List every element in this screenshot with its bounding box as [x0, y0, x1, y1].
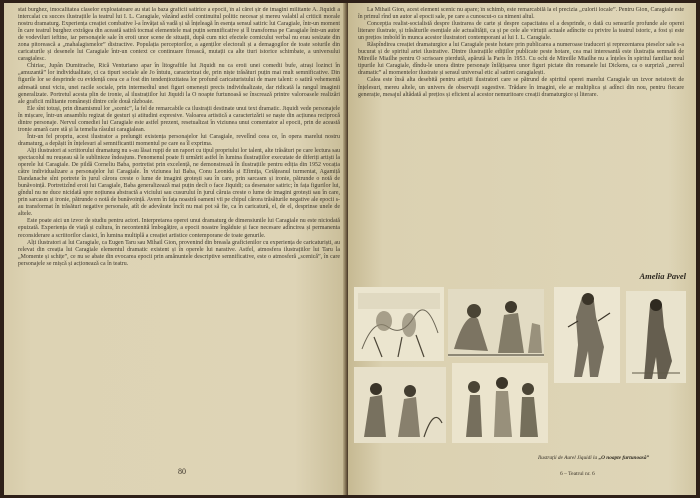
author-signature: Amelia Pavel: [639, 271, 686, 281]
illustration-sketch-3-drawing: [554, 287, 620, 383]
left-paragraph-7: Alți ilustratori ai lui Caragiale, ca Eugen Taru sau Mihail Gion, provenind din breasla graficienilor cu experiența de caricaturiști, au relevat din creația lui Caragiale elementul dramatic existent și în operele lui narative. Astfel, atmosfera ilustrațiilor lui Taru la „Momente și schițe”, ce nu se abate din evocarea epocii prin amănuntele descriptive semnificative, este o atmosferă „scenică”, în care personajele se mișcă și acționează ca în teatru.: [18, 239, 340, 267]
left-paragraph-4: Într-un fel propriu, acest ilustrator a prelungit existența personajelor lui Caragiale, revelînd ceea ce, în opera marelui nostru dramaturg, a depășit în înțelesuri al semnificantii momentul pe care ea îl exprima.: [18, 133, 340, 147]
right-page: [348, 3, 696, 495]
illustration-sketch-5-drawing: [354, 367, 446, 443]
left-page: [4, 3, 346, 495]
page-footer: 6 – Teatrul nr. 6: [560, 471, 595, 477]
illustration-sketch-4: [626, 291, 686, 383]
left-paragraph-5: Alți ilustratori ai scriitorului dramaturg nu s-au lăsat rupți de un raport cu tipul propriului lor talent, alte trăsături pe care lectura sau spectacolul nu reușeau să le sublinieze îndeajuns. Fenomenul poate fi urmărit astfel în lumina ilustrațiilor executate de diferiți artiști la operele lui Caragiale. De pildă Corneliu Baba, portretist prin excelență, ne demonstrează în ilustrațiile pentru ediția din 1952 vocația câtre individualizare a personajelor lui Caragiale. În viziunea lui Baba, Conu Leonida și Efimița, Cetățeanul turmentat, Agamiță Dandanache sînt portrete în jurul cărora creste o lume de imagini grotești sau în care, prin sarcasm și ironie, pătrunde o notă de bunăvoință. Portretizînd eroii lui Caragiale, Baba generalizează mai puțin decît o face Jiquidi; ca desenator satiric; în fața figurilor lui, gîndul nu ne duce nicidată spre noțiunea abstractă a viciului sau cusurului în jurul căruia creste o lume de imagini grotești sau în care, prin sarcasm și ironie, pătrunde o notă de bunăvoință. Avem în fața noastră oameni vii pe chipul cărora trăsăturile negative ale epocii s-au transformat în trăsături negative personale, atît de adevărate încît nu mai pot să fie, ca în caricatură, el, de el, desprinse unele de altele.: [18, 147, 340, 218]
illustration-sketch-5: [354, 367, 446, 443]
right-paragraph-1: La Mihail Gion, acest element scenic nu apare; în schimb, este remarcabilă la el precizia „culorii locale”. Pentru Gion, Caragiale este în primul rînd un autor al epocii sale, pe care a cunoscut-o ca nimeni altul.: [358, 7, 684, 21]
left-paragraph-6: Este poate aici un izvor de studiu pentru actori. Interpretarea operei unui dramaturg de dimensiunile lui Caragiale nu este niciodată epuizată. Experiența de viață și cultura, în necontenită îmbogățire, a epocii noastre îngăduie și face necesare adîncirea și permanenta reconsiderare a scriitorilor clasici, în lumina multiplă a creației artistice contemporane de toate genurile.: [18, 218, 340, 239]
caption-title: „O noapte furtunoasă”: [598, 455, 650, 461]
illustration-sketch-6: [452, 363, 548, 443]
illustrations-area: [352, 285, 690, 443]
left-paragraph-3: Ele sînt totuși, prin dinamismul lor „scenic”, la fel de remarcabile ca ilustrații destinate unui text dramatic. Jiquidi vede personajele în mișcare, într-un ansamblu regizat de gesturi și atitudini expresive. Valoarea artistică a caracterizării se naște din acțiunea reciprocă dintre personaje. Nervul comediei lui Caragiale este astfel prezent, resetualizat în viziunea unui comentator al epocii, prin de această ironie amară care stă și la temelia râsului caragialean.: [18, 105, 340, 133]
caption-prefix: Ilustrații de Aurel Jiquidi la: [538, 455, 598, 461]
right-page-text: [358, 7, 684, 255]
page-number: 80: [178, 467, 186, 476]
illustration-caption: [538, 455, 649, 461]
illustration-sketch-3: [554, 287, 620, 383]
right-paragraph-2: Concepția realist-socialistă despre ilustrarea de carte și despre capacitatea el a desprinde, o dată cu sensurile profunde ale operei literare ilustrate, și trăsăturile esențiale ale actualității, ca și pe cele ale virtuții actuale adîncite cu privire la teatrul istoric, a fost și este un prețios imbold în munca acestor ilustratori contemporani ai lui I. L. Caragiale.: [358, 21, 684, 42]
illustration-sketch-1-drawing: [354, 287, 444, 361]
illustration-sketch-2: [448, 289, 544, 357]
left-page-text: [18, 7, 340, 435]
right-paragraph-3: Răspîndirea creației dramaturgice a lui Caragiale peste hotare prin publicarea a numeroase traduceri și reprezentarea pieselor sale s-a bucurat și de spiritul artei ilustrative. Dintre ilustrațiile edițiilor publicate peste hotare, cea mai interesantă este ilustrația semnată de Mireille Miailhe pentru O scrisoare pierdută, apărută la Paris în 1953. Cu ochi de Mireille Miailhe nu a înțeles în spiritul familiar noul tipurile lui Caragiale, dîndu-le unora dintre personaje înfățișarea unor figuri pictate din romanele lui Dickens, ca o surpriză „nervul dramatic” al momentelor ilustrate și sensul universal etic al satirei caragialești.: [358, 42, 684, 77]
illustration-sketch-2-drawing: [448, 289, 544, 357]
illustration-sketch-6-drawing: [452, 363, 548, 443]
left-paragraph-2: Chiriac, Jupân Dumitrache, Rică Venturiano apar în litografiile lui Jiquidi nu ca eroii unei comedii bufe, atrași lozinci în „amuzantă” lor individualitate, ci ca tipuri sociale ale Jo întuiu, caracterizat de, prin niște trăsături puțin mai mult semnificative. Din figurile lor se desprinde cu evidență ceea ce a fost din tendențiozitatea lor profund caricaturistului de mare talent: o satiră vehementă adresată unui viciu, unei racile sociale, prin intermediul unei figuri omenești precis individualizate, dar ridicată la rangul imaginii generalizate. Portretul acesta plin de ironie, al ilustrațiilor lui Jiquidi la O noapte furtunoasă se înscrează printre valoroasele realizări ale graficii militante românești dintre cele două războaie.: [18, 63, 340, 105]
illustration-sketch-1: [354, 287, 444, 361]
right-paragraph-4: Calea este însă alta desebită pentru artiștii ilustratori care se pătrund de spiritul operei marelui Caragiale un izvor neistovit de înțelesuri, mereu altele, un univers de observații sugestive. Trădare în imagini, ele ar multiplica și adînci din nou, pentru fiecare generație, mesajul altădată al prețios și eficient al acestor nemuritoare creații dramaturgice și literare.: [358, 77, 684, 98]
illustration-sketch-4-drawing: [626, 291, 686, 383]
left-paragraph-1: stat burghez, imocalitatea claselor exploatatoare au stat la baza graficii satirice a epocii, în al cărei șir de imagini militante A. Jiquidi a intercalat cu succes ilustrațiile la teatrul lui I. L. Caragiale, văzând astfel continuitul politic necesar și mereu valabil al criticii morale nostru dramaturg. Experiența creației combative l-a învățat să vadă și să înțeleagă în esența sensul satiric lui Caragiale, într-un moment în care teatrul burghez extrăgea din această satiră tocmai elementele mai puțin semnificative și îl transforma pe Caragiale într-un autor de vodeviluri ieftine, iar personajele sale în eroii unor scene de situații, după cum nici efectele comicului verbal nu erau sesizate din zona pitorească a „mahalagismelor” distractive. Populația perceptorilor, a agenților electorali și a demagogilor de toate soiurile din caricaturile și desenele lui Caragiale într-un context ce continuare firească, mutații ca alte tiuri istorice schimbate, a universului caragialesc.: [18, 7, 340, 63]
